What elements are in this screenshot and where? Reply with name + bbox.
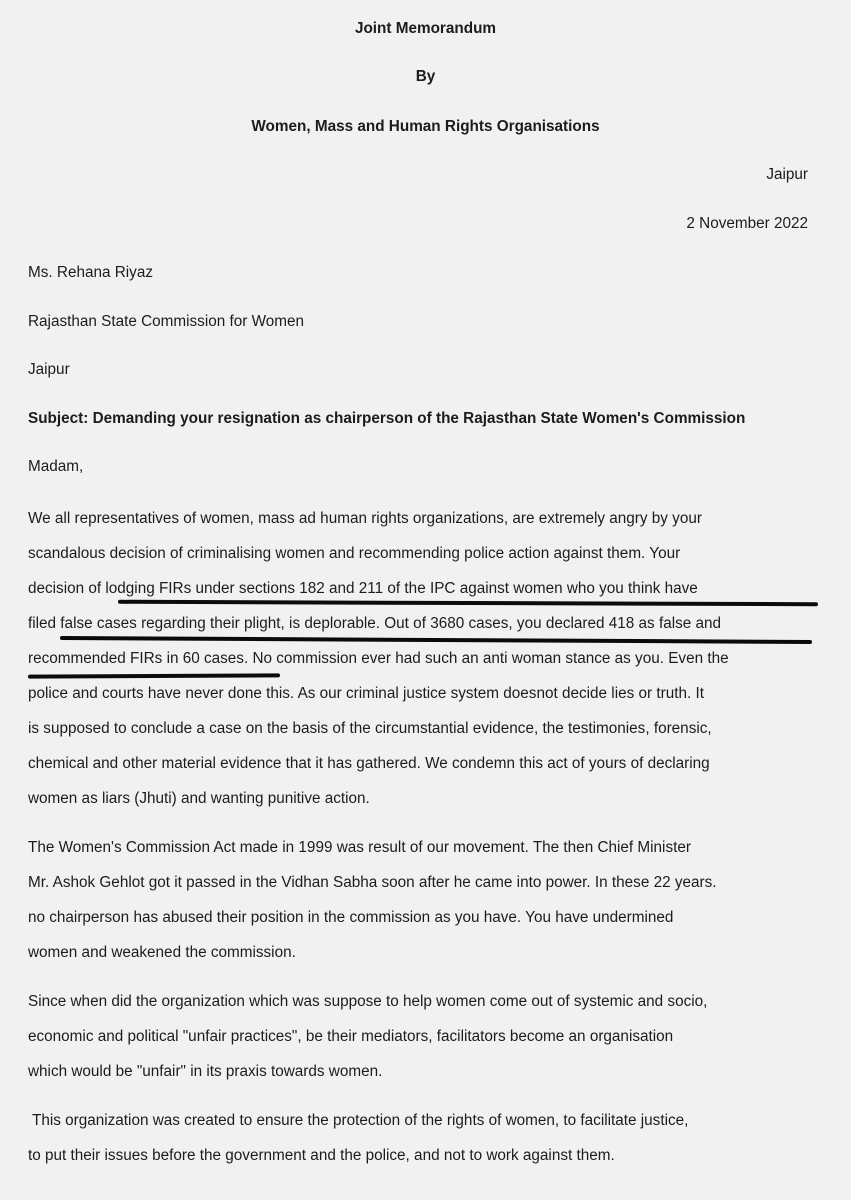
underline-mark [118,600,818,606]
text-line: We all representatives of women, mass ad human rights organizations, are extremely angry by your [28,510,702,527]
underline-mark [28,673,280,678]
subject-line: Subject: Demanding your resignation as chairperson of the Rajasthan State Women's Commission [28,410,746,427]
text-line: to put their issues before the government and the police, and not to work against them. [28,1147,615,1164]
place: Jaipur [766,166,808,183]
text-line: economic and political "unfair practices", be their mediators, facilitators become an organisation [28,1028,674,1045]
underline-mark [60,636,812,644]
addressee-city: Jaipur [28,361,70,378]
text-line: filed false cases regarding their plight, is deplorable. Out of 3680 cases, you declared 418 as false and [28,615,722,632]
text-line: This organization was created to ensure the protection of the rights of women, to facilitate justice, [28,1112,689,1129]
memo-title: Joint Memorandum [354,20,497,37]
text-line: no chairperson has abused their position in the commission as you have. You have undermined [28,909,674,926]
text-line: Mr. Ashok Gehlot got it passed in the Vidhan Sabha soon after he came into power. In these 22 years. [28,874,717,891]
text-line: The Women's Commission Act made in 1999 was result of our movement. The then Chief Minister [28,839,691,856]
text-line: decision of lodging FIRs under sections 182 and 211 of the IPC against women who you think have [28,580,698,597]
text-line: scandalous decision of criminalising women and recommending police action against them. Your [28,545,681,562]
text-line: women as liars (Jhuti) and wanting punitive action. [28,790,370,807]
text-line: is supposed to conclude a case on the basis of the circumstantial evidence, the testimonies, forensic, [28,720,712,737]
memo-organisations: Women, Mass and Human Rights Organisations [251,118,600,135]
text-line: recommended FIRs in 60 cases. No commission ever had such an anti woman stance as you. Even the [28,650,729,667]
salutation: Madam, [28,458,84,475]
text-line: which would be "unfair" in its praxis towards women. [28,1063,383,1080]
date: 2 November 2022 [686,215,808,232]
text-line: police and courts have never done this. As our criminal justice system doesnot decide lies or truth. It [28,685,704,702]
text-line: Since when did the organization which was suppose to help women come out of systemic and socio, [28,993,708,1010]
memo-by: By [415,68,436,85]
addressee-org: Rajasthan State Commission for Women [28,313,305,330]
text-line: chemical and other material evidence that it has gathered. We condemn this act of yours of declaring [28,755,710,772]
text-line: women and weakened the commission. [28,944,296,961]
addressee-name: Ms. Rehana Riyaz [28,264,153,281]
